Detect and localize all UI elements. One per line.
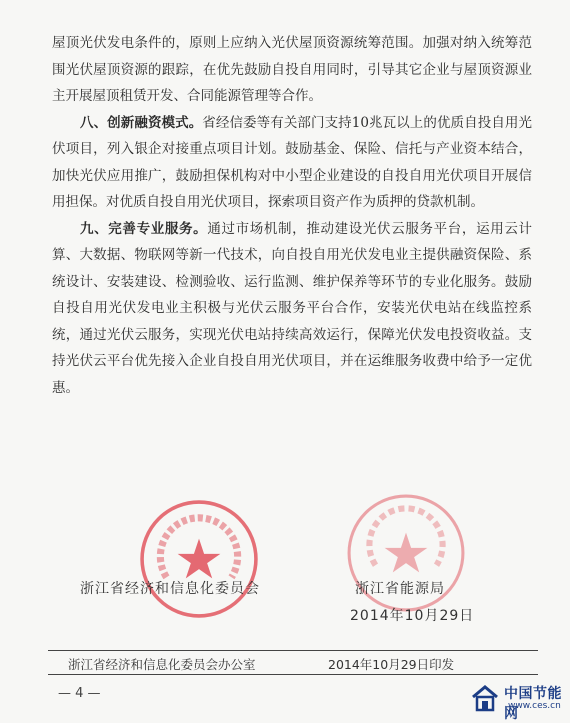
issuer-right: 浙江省能源局 xyxy=(355,581,445,597)
paragraph-section-9 xyxy=(52,216,532,402)
paragraph-text: 屋顶光伏发电条件的，原则上应纳入光伏屋顶资源统筹范围。加强对纳入统筹范围光伏屋顶资源的跟踪，在优先鼓励自投自用同时，引导其它企业与屋顶资源业主开展屋顶租赁开发、合同能源管理等合作。 xyxy=(52,35,532,104)
footer-rule-top xyxy=(48,650,538,651)
section-heading: 九、完善专业服务。 xyxy=(80,220,208,237)
section-heading: 八、创新融资模式。 xyxy=(80,114,203,131)
paragraph-section-8 xyxy=(52,110,532,216)
house-logo-icon xyxy=(470,683,500,713)
watermark-url: www.ces.cn xyxy=(508,701,561,711)
footer-print-date: 2014年10月29日印发 xyxy=(328,657,455,672)
document-body xyxy=(52,30,532,401)
seal-left-graphic xyxy=(138,498,260,620)
official-seal-left xyxy=(138,498,260,620)
issuer-left: 浙江省经济和信息化委员会 xyxy=(80,581,260,597)
watermark-title: 中国节能网 xyxy=(504,686,562,722)
issue-date: 2014年10月29日 xyxy=(350,608,475,624)
footer-rule-bottom xyxy=(48,674,538,675)
paragraph-text: 省经信委等有关部门支持10兆瓦以上的优质自投自用光伏项目，列入银企对接重点项目计划。鼓励基金、保险、信托与产业资本结合，加快光伏应用推广，鼓励担保机构对中小型企业建设的自投自用光伏项目开展信用担保。对优质自投自用光伏项目，探索项目资产作为质押的贷款机制。 xyxy=(52,114,532,210)
page-number: — 4 — xyxy=(58,686,101,701)
paragraph-continuation xyxy=(52,30,532,110)
site-watermark xyxy=(470,683,570,722)
paragraph-text: 通过市场机制，推动建设光伏云服务平台，运用云计算、大数据、物联网等新一代技术，向自投自用光伏发电业主提供融资保险、系统设计、安装建设、检测验收、运行监测、维护保养等环节的专业化服务。鼓励自投自用光伏发电业主积极与光伏云服务平台合作，安装光伏电站在线监控系统，通过光伏云服务，实现光伏电站持续高效运行，保障光伏发电投资收益。支持光伏云平台优先接入企业自投自用光伏项目，并在运维服务收费中给予一定优惠。 xyxy=(52,220,533,396)
footer-office: 浙江省经济和信息化委员会办公室 xyxy=(68,657,256,672)
